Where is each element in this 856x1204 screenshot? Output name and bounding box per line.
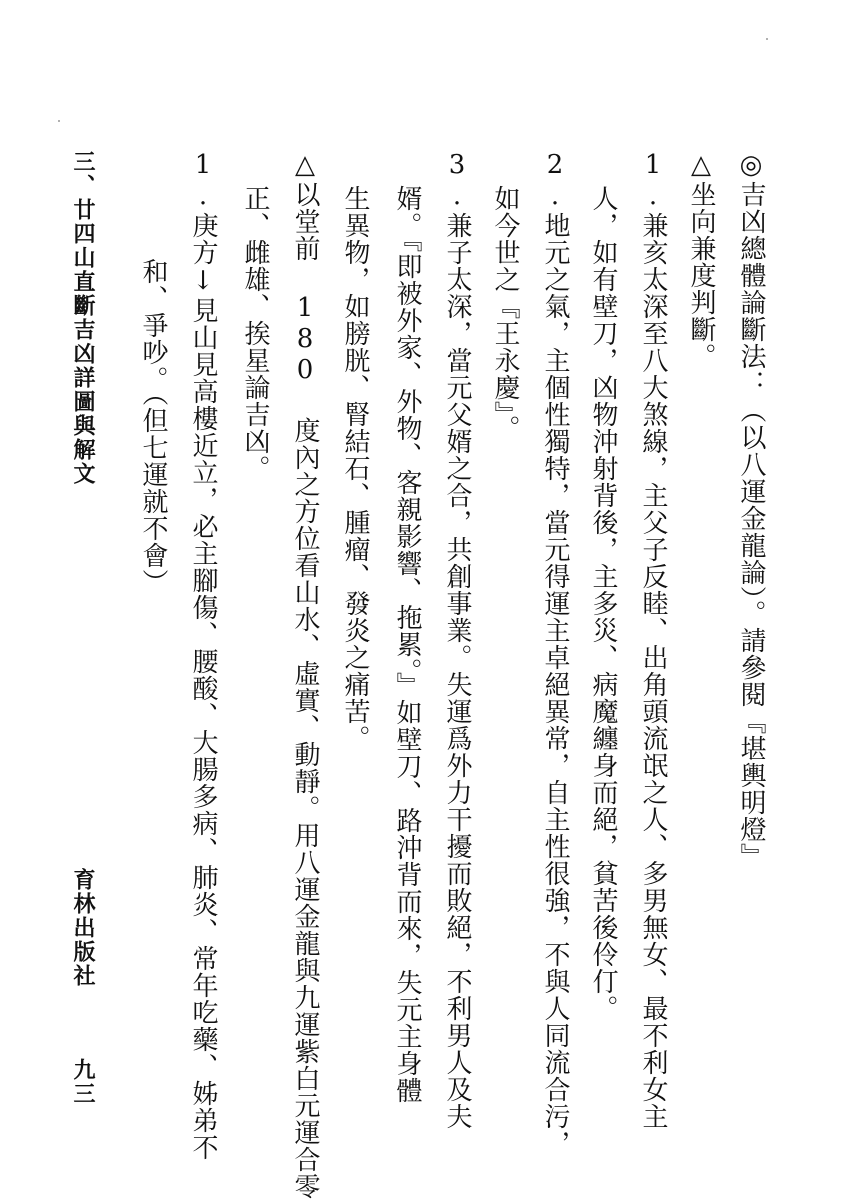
text-line-4: 人，如有壁刀，凶物沖射背後，主多災、病魔纏身而絕，貧苦後伶仃。 xyxy=(588,185,618,1022)
chapter-side-title: 三、廿四山直斷吉凶詳圖與解文 xyxy=(70,150,96,486)
text-line-9: 生異物，如膀胱、腎結石、腫瘤、發炎之痛苦。 xyxy=(340,185,370,752)
text-line-11: 正、雌雄、挨星論吉凶。 xyxy=(240,185,270,482)
text-line-7: 3.兼子太深，當元父婿之合，共創事業。失運爲外力干擾而敗絕，不利男人及夫 xyxy=(442,150,472,1130)
text-line-3: 1.兼亥太深至八大煞線，主父子反睦、出角頭流氓之人、多男無女、最不利女主 xyxy=(638,150,668,1130)
text-line-1: ◎吉凶總體論斷法：（以八運金龍論）。請參閱『堪輿明燈』 xyxy=(736,150,766,870)
text-line-10: △以堂前 180 度內之方位看山水、虛實、動靜。用八運金龍與九運紫白元運合零 xyxy=(290,150,320,1200)
scan-speck xyxy=(766,38,768,40)
text-line-5: 2.地元之氣，主個性獨特，當元得運主卓絕異常，自主性很強，不與人同流合污， xyxy=(540,150,570,1157)
text-line-2: △坐向兼度判斷。 xyxy=(686,150,716,370)
page-number: 九三 xyxy=(70,1058,96,1106)
scan-speck xyxy=(58,120,60,122)
text-line-6: 如今世之『王永慶』。 xyxy=(490,185,520,442)
text-line-8: 婿。『即被外家、外物、客親影響、拖累。』如壁刀、路沖背而來，失元主身體 xyxy=(392,185,422,1104)
text-line-13: 和、爭吵。（但七運就不會） xyxy=(138,258,168,596)
text-line-12: 1.庚方↓見山見高樓近立，必主腳傷、腰酸、大腸多病、肺炎、常年吃藥、姊弟不 xyxy=(188,150,218,1161)
publisher-name: 育林出版社 xyxy=(70,868,96,988)
